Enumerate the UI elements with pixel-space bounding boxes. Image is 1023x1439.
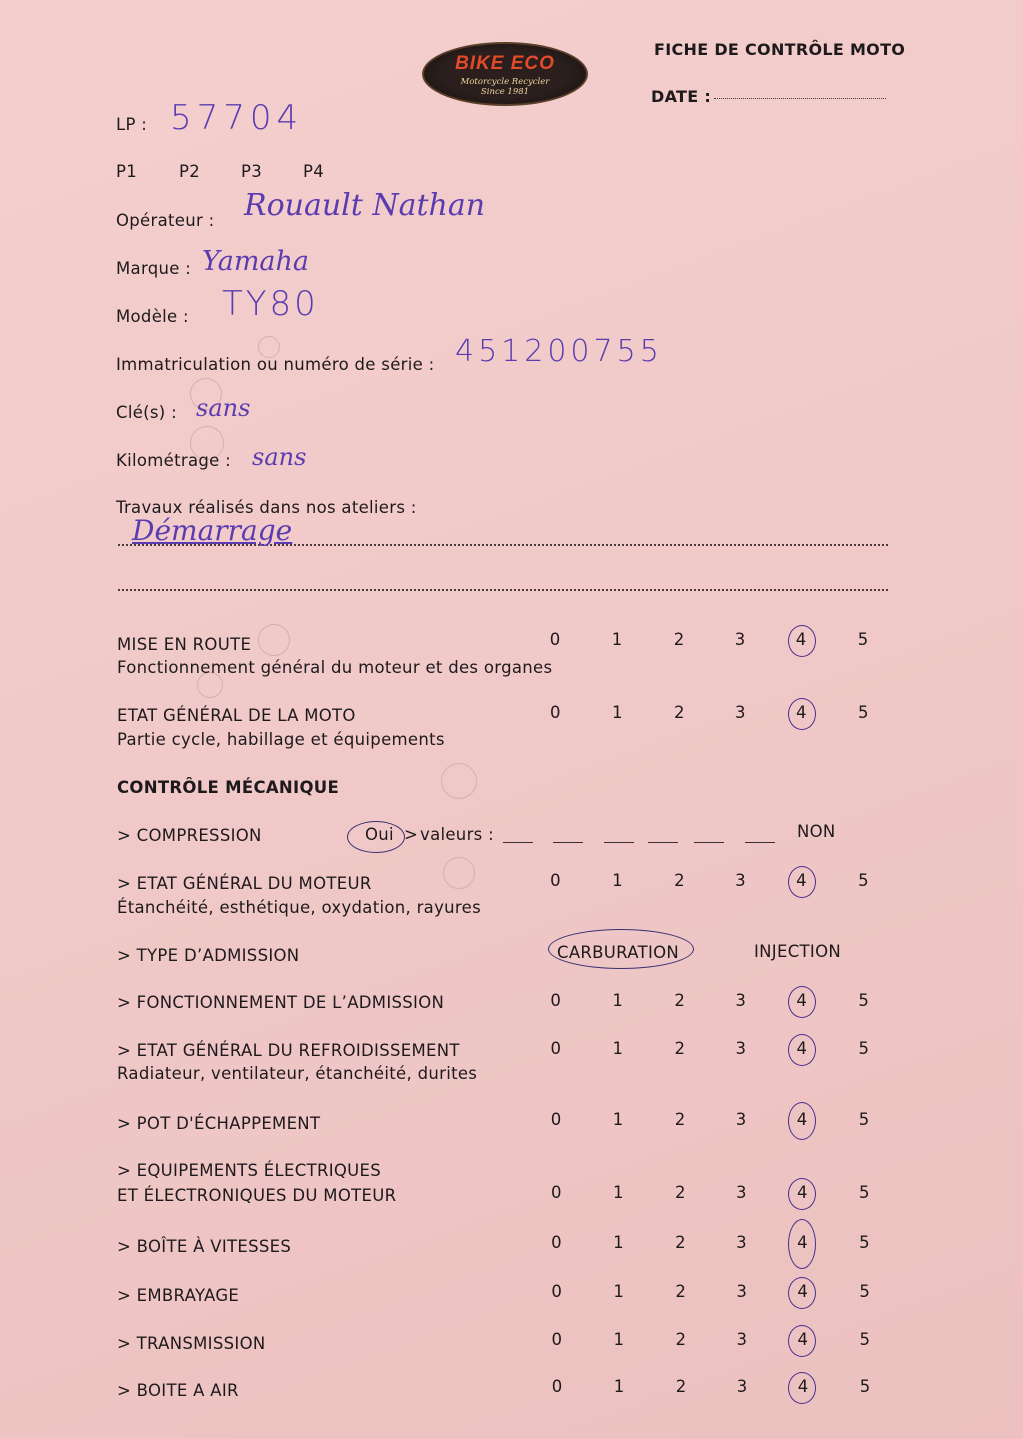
compression-value-6[interactable] bbox=[745, 842, 775, 843]
ghost-circle bbox=[190, 426, 224, 460]
score-option-3[interactable]: 3 bbox=[734, 703, 746, 722]
admission-option-injection[interactable]: INJECTION bbox=[754, 942, 841, 961]
admission-type-label: > TYPE D’ADMISSION bbox=[117, 946, 300, 965]
ghost-circle bbox=[443, 857, 475, 889]
mileage-value: sans bbox=[252, 443, 307, 471]
score-option-2[interactable]: 2 bbox=[675, 1282, 686, 1301]
compression-no[interactable]: NON bbox=[797, 822, 836, 841]
mechanical-item-title: > FONCTIONNEMENT DE L’ADMISSION bbox=[117, 993, 445, 1012]
score-option-3[interactable]: 3 bbox=[735, 991, 746, 1010]
lp-label: LP : bbox=[116, 115, 148, 134]
score-option-0[interactable]: 0 bbox=[551, 1330, 563, 1349]
date-label: DATE : bbox=[651, 87, 712, 106]
general-title: ETAT GÉNÉRAL DE LA MOTO bbox=[117, 706, 356, 725]
score-option-5[interactable]: 5 bbox=[858, 1039, 870, 1058]
score-selected-circle bbox=[788, 1178, 816, 1210]
score-option-3[interactable]: 3 bbox=[736, 1330, 748, 1349]
mechanical-item-title: > EMBRAYAGE bbox=[117, 1286, 240, 1305]
brand-label: Marque : bbox=[116, 259, 192, 278]
score-option-3[interactable]: 3 bbox=[734, 630, 746, 649]
score-option-1[interactable]: 1 bbox=[612, 871, 623, 890]
ghost-circle bbox=[190, 378, 222, 410]
score-option-0[interactable]: 0 bbox=[550, 1183, 562, 1202]
model-value: TY80 bbox=[222, 284, 319, 324]
score-option-0[interactable]: 0 bbox=[549, 630, 561, 649]
mechanical-item-title: > EQUIPEMENTS ÉLECTRIQUES bbox=[117, 1161, 382, 1180]
score-selected-circle bbox=[788, 1277, 816, 1309]
general-desc: Partie cycle, habillage et équipements bbox=[117, 730, 445, 749]
works-value: Démarrage bbox=[132, 514, 293, 547]
score-option-4[interactable]: 4 bbox=[797, 1377, 809, 1396]
score-option-0[interactable]: 0 bbox=[551, 1233, 562, 1252]
mechanical-item-title: > ETAT GÉNÉRAL DU MOTEUR bbox=[117, 874, 372, 893]
compression-value-2[interactable] bbox=[553, 842, 583, 843]
score-option-2[interactable]: 2 bbox=[674, 1110, 686, 1129]
position-p1[interactable]: P1 bbox=[116, 162, 138, 181]
score-option-3[interactable]: 3 bbox=[736, 1233, 747, 1252]
logo-since: Since 1981 bbox=[480, 87, 530, 97]
score-option-1[interactable]: 1 bbox=[613, 1233, 624, 1252]
score-option-1[interactable]: 1 bbox=[611, 703, 623, 722]
score-option-0[interactable]: 0 bbox=[549, 703, 561, 722]
compression-arrow: > bbox=[404, 825, 419, 844]
score-option-0[interactable]: 0 bbox=[550, 871, 561, 890]
admission-option-carburation[interactable]: CARBURATION bbox=[557, 943, 680, 962]
works-label: Travaux réalisés dans nos ateliers : bbox=[116, 498, 417, 517]
score-selected-circle bbox=[788, 1325, 816, 1357]
operator-value: Rouault Nathan bbox=[244, 188, 486, 223]
score-option-5[interactable]: 5 bbox=[857, 630, 869, 649]
model-label: Modèle : bbox=[116, 307, 189, 326]
compression-value-4[interactable] bbox=[648, 842, 678, 843]
mechanical-item-title: > POT D'ÉCHAPPEMENT bbox=[117, 1114, 321, 1133]
score-option-2[interactable]: 2 bbox=[673, 703, 685, 722]
score-option-1[interactable]: 1 bbox=[613, 1377, 625, 1396]
score-selected-circle bbox=[788, 1219, 816, 1269]
position-p3[interactable]: P3 bbox=[241, 162, 263, 181]
compression-value-3[interactable] bbox=[604, 842, 634, 843]
mechanical-item-title-line2: ET ÉLECTRONIQUES DU MOTEUR bbox=[117, 1186, 397, 1205]
score-option-5[interactable]: 5 bbox=[859, 1282, 870, 1301]
lp-value: 57704 bbox=[170, 98, 304, 138]
score-option-1[interactable]: 1 bbox=[613, 1330, 625, 1349]
score-option-5[interactable]: 5 bbox=[858, 871, 869, 890]
score-option-1[interactable]: 1 bbox=[612, 991, 623, 1010]
compression-values-label: valeurs : bbox=[420, 825, 494, 844]
mechanical-item-title: > BOITE A AIR bbox=[117, 1381, 239, 1400]
score-option-1[interactable]: 1 bbox=[612, 1110, 624, 1129]
mileage-label: Kilométrage : bbox=[116, 451, 232, 470]
mechanical-item-title: > TRANSMISSION bbox=[117, 1334, 266, 1353]
score-option-4[interactable]: 4 bbox=[797, 1330, 809, 1349]
score-option-0[interactable]: 0 bbox=[550, 1039, 562, 1058]
score-option-4[interactable]: 4 bbox=[795, 703, 807, 722]
score-option-5[interactable]: 5 bbox=[858, 1183, 870, 1202]
score-option-4[interactable]: 4 bbox=[796, 991, 807, 1010]
date-field[interactable] bbox=[714, 98, 886, 99]
serial-value: 451200755 bbox=[455, 334, 663, 369]
score-option-5[interactable]: 5 bbox=[859, 1377, 871, 1396]
score-option-2[interactable]: 2 bbox=[674, 991, 685, 1010]
ghost-circle bbox=[258, 624, 290, 656]
score-option-3[interactable]: 3 bbox=[736, 1282, 747, 1301]
brand-value: Yamaha bbox=[202, 246, 310, 277]
score-option-4[interactable]: 4 bbox=[797, 1282, 808, 1301]
score-selected-circle bbox=[788, 1372, 816, 1404]
compression-label: > COMPRESSION bbox=[117, 826, 262, 845]
mechanical-item-title: > ETAT GÉNÉRAL DU REFROIDISSEMENT bbox=[117, 1041, 460, 1060]
score-option-4[interactable]: 4 bbox=[796, 1183, 808, 1202]
score-option-3[interactable]: 3 bbox=[735, 871, 746, 890]
keys-label: Clé(s) : bbox=[116, 403, 177, 422]
score-option-1[interactable]: 1 bbox=[611, 630, 623, 649]
score-option-3[interactable]: 3 bbox=[735, 1039, 747, 1058]
logo-subtitle: Motorcycle Recycler bbox=[460, 77, 550, 87]
score-option-0[interactable]: 0 bbox=[551, 1282, 562, 1301]
score-option-5[interactable]: 5 bbox=[857, 703, 869, 722]
score-option-4[interactable]: 4 bbox=[796, 1039, 808, 1058]
ghost-circle bbox=[441, 763, 477, 799]
score-option-0[interactable]: 0 bbox=[550, 991, 561, 1010]
score-option-2[interactable]: 2 bbox=[675, 1330, 687, 1349]
keys-value: sans bbox=[196, 394, 251, 422]
score-option-2[interactable]: 2 bbox=[675, 1377, 687, 1396]
general-title: MISE EN ROUTE bbox=[117, 635, 252, 654]
score-option-5[interactable]: 5 bbox=[858, 1110, 870, 1129]
score-option-5[interactable]: 5 bbox=[859, 1330, 871, 1349]
score-selected-circle bbox=[788, 1102, 816, 1140]
compression-yes[interactable]: Oui bbox=[365, 825, 394, 844]
score-selected-circle bbox=[788, 1034, 816, 1066]
score-option-1[interactable]: 1 bbox=[612, 1039, 624, 1058]
score-option-0[interactable]: 0 bbox=[550, 1110, 562, 1129]
position-p4[interactable]: P4 bbox=[303, 162, 325, 181]
score-option-2[interactable]: 2 bbox=[674, 1183, 686, 1202]
operator-label: Opérateur : bbox=[116, 211, 215, 230]
score-selected-circle bbox=[788, 625, 816, 657]
logo-title: BIKE ECO bbox=[455, 53, 555, 74]
score-option-0[interactable]: 0 bbox=[551, 1377, 563, 1396]
mechanical-item-desc: Étanchéité, esthétique, oxydation, rayures bbox=[117, 898, 481, 917]
score-selected-circle bbox=[788, 698, 816, 730]
serial-label: Immatriculation ou numéro de série : bbox=[116, 355, 435, 374]
bike-eco-logo bbox=[422, 42, 588, 106]
score-option-3[interactable]: 3 bbox=[735, 1183, 747, 1202]
score-option-4[interactable]: 4 bbox=[796, 871, 807, 890]
score-option-4[interactable]: 4 bbox=[797, 1233, 808, 1252]
score-option-2[interactable]: 2 bbox=[674, 871, 685, 890]
general-desc: Fonctionnement général du moteur et des organes bbox=[117, 658, 553, 677]
works-line-2[interactable] bbox=[118, 589, 888, 591]
mechanical-item-desc: Radiateur, ventilateur, étanchéité, durites bbox=[117, 1064, 478, 1083]
score-option-1[interactable]: 1 bbox=[612, 1183, 624, 1202]
compression-value-5[interactable] bbox=[694, 842, 724, 843]
compression-value-1[interactable] bbox=[503, 842, 533, 843]
score-option-2[interactable]: 2 bbox=[673, 630, 685, 649]
score-option-2[interactable]: 2 bbox=[674, 1039, 686, 1058]
score-option-2[interactable]: 2 bbox=[675, 1233, 686, 1252]
score-option-1[interactable]: 1 bbox=[613, 1282, 624, 1301]
position-p2[interactable]: P2 bbox=[179, 162, 201, 181]
mechanical-item-title: > BOÎTE À VITESSES bbox=[117, 1237, 292, 1256]
score-selected-circle bbox=[788, 986, 816, 1018]
score-option-3[interactable]: 3 bbox=[736, 1377, 748, 1396]
score-option-4[interactable]: 4 bbox=[795, 630, 807, 649]
score-selected-circle bbox=[788, 866, 816, 898]
score-option-5[interactable]: 5 bbox=[858, 991, 869, 1010]
ghost-circle bbox=[258, 336, 280, 358]
score-option-4[interactable]: 4 bbox=[796, 1110, 808, 1129]
form-title: FICHE DE CONTRÔLE MOTO bbox=[654, 40, 906, 59]
mechanical-heading: CONTRÔLE MÉCANIQUE bbox=[117, 778, 340, 797]
score-option-3[interactable]: 3 bbox=[735, 1110, 747, 1129]
score-option-5[interactable]: 5 bbox=[859, 1233, 870, 1252]
